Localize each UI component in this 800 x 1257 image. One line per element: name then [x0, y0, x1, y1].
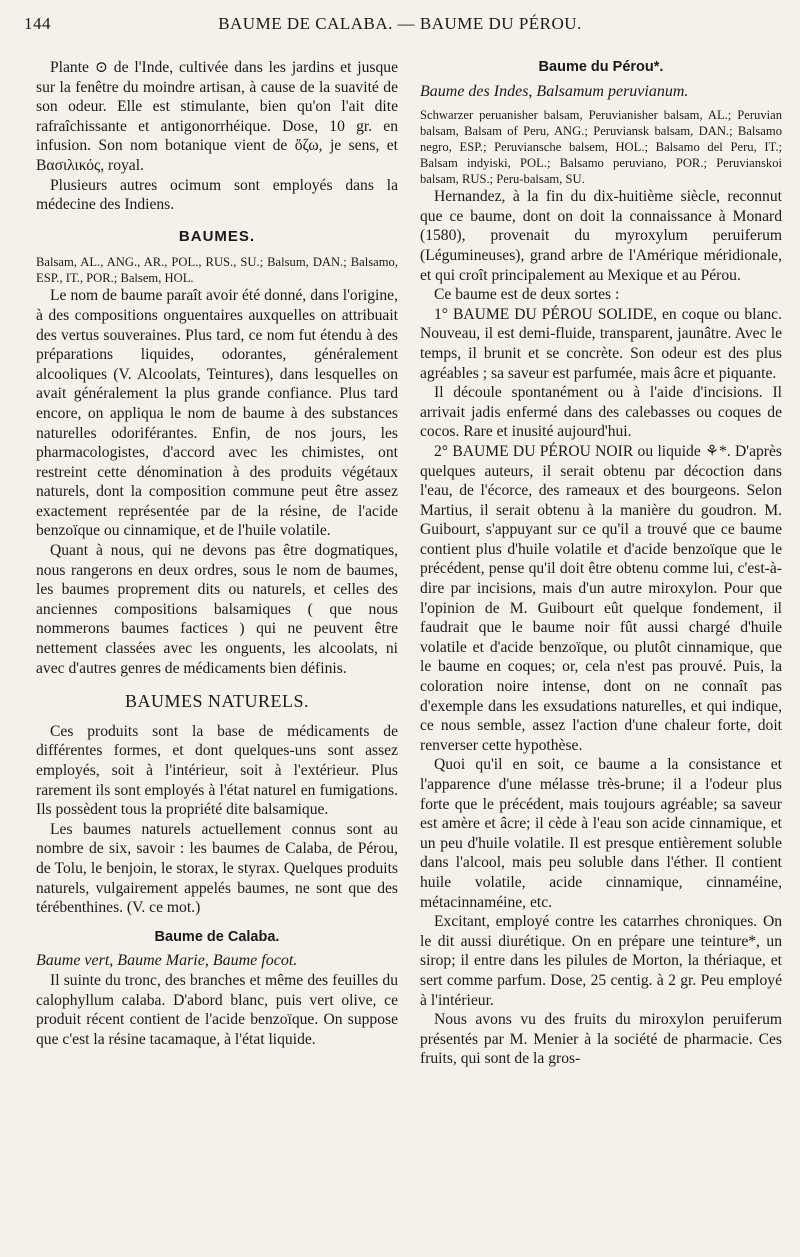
paragraph: Excitant, employé contre les catarrhes chroniques. On le dit aussi diurétique. On en prépare une teinture*, un sirop; il entre dans les pilules de Morton, la thériaque, et sert comme parfum. Dose, 25 centig. à 2 gr. Peu employé à l'intérieur. — [420, 913, 782, 1009]
paragraph: Le nom de baume paraît avoir été donné, dans l'origine, à des compositions onguentaires auxquelles on attribuait des vertus souveraines. Plus tard, ce nom fut étendu à des préparations liquides, odorantes, généralement alcooliques (V. Alcoolats, Teintures), dans lesquelles on avait généralement la plus grande confiance. Plus tard encore, on appliqua le nom de baume à des substances naturelles odoriférantes. Enfin, de nos jours, les pharmacologistes, d'accord avec les chimistes, ont restreint cette dénomination à des produits végétaux naturels, dont la composition commune peut être assez exactement représentée par de la résine, de l'acide benzoïque ou cinnamique, et de l'huile volatile. — [36, 287, 398, 540]
paragraph: Plante ⊙ de l'Inde, cultivée dans les jardins et jusque sur la fenêtre du moindre artisan, à cause de la suavité de son odeur. Elle est stimulante, bien qu'on l'ait dite rafraîchissante et antigonorrhéique. Dose, 10 gr. en infusion. Son nom botanique vient de ὄζω, je sens, et Βασιλικός, royal. — [36, 59, 398, 174]
paragraph: Quoi qu'il en soit, ce baume a la consistance et l'apparence d'une mélasse très-brune; il a l'odeur plus forte que le précédent, mais toujours agréable; sa saveur est amère et âcre; il cède à l'eau son acide cinnamique, et un peu d'huile volatile. Il est presque entièrement soluble dans l'alcool, mais peu soluble dans l'éther. Il contient huile volatile, acide cinnamique, cinnaméine, métacinnaméine, etc. — [420, 756, 782, 911]
paragraph: 2° BAUME DU PÉROU NOIR ou liquide ⚘*. D'après quelques auteurs, il serait obtenu par décoction dans l'eau, de l'écorce, des rameaux et des bourgeons. Selon Martius, il serait obtenu à la manière du goudron. M. Guibourt, s'appuyant sur ce qu'il a trouvé que ce baume contient plus d'huile volatile et d'acide benzoïque que le précédent, pense qu'il doit être obtenu comme lui, c'est-à-dire par incisions, mais d'un autre miroxylon. Pour que l'opinion de M. Guibourt eût quelque fondement, il faudrait que le baume noir fût aussi chargé d'huile volatile et d'acide benzoïque, ou plutôt cinnamique, que le baume en coques; or, cela n'est pas prouvé. Puis, la coloration noire intense, dont on ne connaît pas d'exemple dans les exsudations naturelles, et qui indique, ce nous semble, assez l'action d'une chaleur forte, doit renverser cette hypothèse. — [420, 442, 782, 754]
paragraph: Nous avons vu des fruits du miroxylon peruiferum présentés par M. Menier à la société de pharmacie. Ces fruits, qui sont de la gros- — [420, 1011, 782, 1068]
subheading-baume-de-calaba: Baume de Calaba. — [154, 928, 280, 945]
paragraph: Les baumes naturels actuellement connus sont au nombre de six, savoir : les baumes de Calaba, de Pérou, de Tolu, le benjoin, le storax, le styrax. Quelques produits naturels, vulgairement appelés baumes, ne sont que des térébenthines. (V. ce mot.) — [36, 820, 398, 917]
paragraph: Ces produits sont la base de médicaments de différentes formes, et dont quelques-uns sont assez employés, soit à l'intérieur, soit à l'extérieur. Plus rarement ils sont employés à l'état naturel en fumigations. Ils possèdent tous la propriété dite balsamique. — [36, 722, 398, 819]
synonyms-languages: Schwarzer peruanisher balsam, Peruvianisher balsam, AL.; Peruvian balsam, Balsam of Peru, ANG.; Peruviansk balsam, DAN.; Balsamo negro, ESP.; Peruviansche balsem, HOL.; Balsamo del Peru, IT.; Balsam indyiski, POL.; Balsamo peruviano, POR.; Peruvianskoi balsam, RUS.; Peru-balsam, SU. — [420, 108, 782, 187]
paragraph: Quant à nous, qui ne devons pas être dogmatiques, nous rangerons en deux ordres, sous le nom de baumes, les baumes proprement dits ou naturels, et celles des anciennes compositions balsamiques ( que nous nommerons baumes factices ) qui ne peuvent être nettement classées avec les onguents, les alcoolats, ni avec d'autres genres de médicaments bien définis. — [36, 542, 398, 677]
subheading-baume-du-perou: Baume du Pérou*. — [538, 59, 664, 75]
section-heading-baumes-naturels: BAUMES NATURELS. — [124, 691, 310, 712]
synonyms: Baume vert, Baume Marie, Baume focot. — [36, 952, 298, 970]
running-header — [24, 12, 776, 42]
text-columns — [36, 58, 782, 1069]
section-heading-baumes: BAUMES. — [178, 227, 256, 245]
paragraph: 1° BAUME DU PÉROU SOLIDE, en coque ou blanc. Nouveau, il est demi-fluide, transparent, jaunâtre. Avec le temps, il brunit et se concrète. Son odeur est des plus agréables ; sa saveur est parfumée, mais âcre et piquante. — [420, 305, 782, 382]
paragraph: Il découle spontanément ou à l'aide d'incisions. Il arrivait jadis enfermé dans des calebasses ou coques de cocos. Rare et inusité aujourd'hui. — [420, 384, 782, 441]
right-column — [420, 58, 782, 1069]
paragraph: Plusieurs autres ocimum sont employés dans la médecine des Indiens. — [36, 176, 398, 214]
paragraph: Ce baume est de deux sortes : — [434, 286, 620, 304]
paragraph: Il suinte du tronc, des branches et même des feuilles du calophyllum calaba. D'abord blanc, puis vert olive, ce produit récent contient de l'acide benzoïque. On suppose que c'est la résine tacamaque, à l'état liquide. — [36, 971, 398, 1048]
synonyms: Baume des Indes, Balsamum peruvianum. — [420, 82, 689, 100]
left-column — [36, 58, 398, 1069]
paragraph: Hernandez, à la fin du dix-huitième siècle, reconnut que ce baume, dont on doit la connaissance à Monard (1580), provenait du myroxylum peruiferum (Légumineuses), grand arbre de l'Amérique méridionale, et qui croît principalement au Mexique et au Pérou. — [420, 188, 782, 284]
page-number: 144 — [24, 14, 51, 33]
running-title: BAUME DE CALABA. — BAUME DU PÉROU. — [218, 14, 582, 33]
synonyms: Balsam, AL., ANG., AR., POL., RUS., SU.; Balsum, DAN.; Balsamo, ESP., IT., POR.; Balsem, HOL. — [36, 255, 398, 286]
